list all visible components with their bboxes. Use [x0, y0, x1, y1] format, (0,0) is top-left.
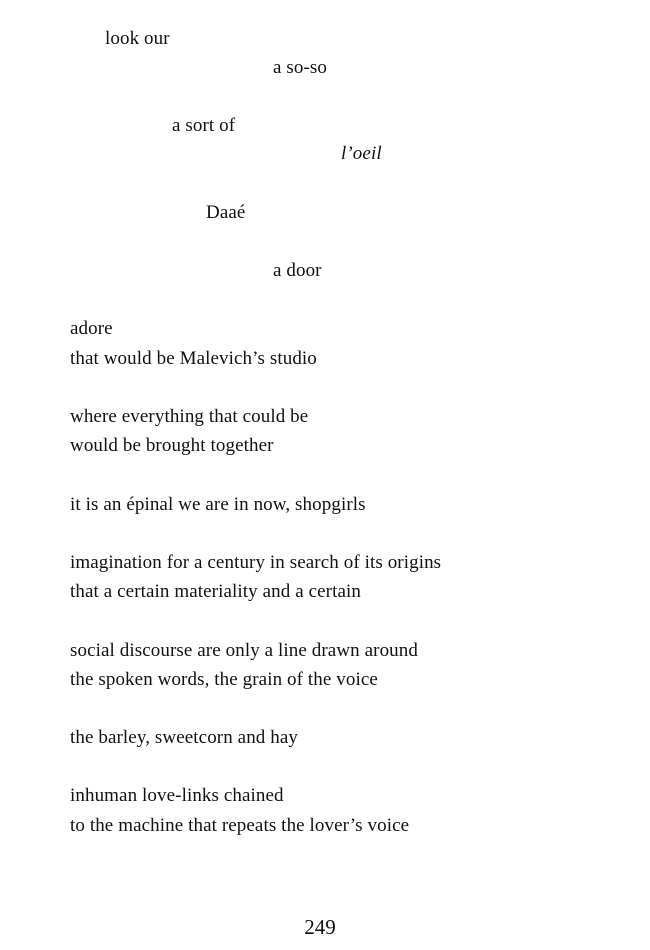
- poem-line: where everything that could be: [70, 406, 309, 427]
- poem-line: the spoken words, the grain of the voice: [70, 669, 378, 690]
- poem-fragment-italic: l’oeil: [341, 143, 382, 164]
- poem-fragment: a sort of: [172, 115, 236, 136]
- poem-fragment: Daaé: [206, 202, 246, 223]
- poem-line: to the machine that repeats the lover’s voice: [70, 815, 410, 836]
- poem-line: that would be Malevich’s studio: [70, 348, 317, 369]
- poem-line: imagination for a century in search of its origins: [70, 552, 442, 573]
- poem-line: social discourse are only a line drawn around: [70, 640, 418, 661]
- poem-fragment: a door: [273, 260, 322, 281]
- poem-line: adore: [70, 318, 113, 339]
- page-number: 249: [304, 915, 336, 939]
- poem-line: that a certain materiality and a certain: [70, 581, 361, 602]
- poem-fragment: look our: [105, 28, 170, 49]
- poem-line: inhuman love-links chained: [70, 785, 284, 806]
- poem-fragment: a so-so: [273, 57, 327, 78]
- poem-line: the barley, sweetcorn and hay: [70, 727, 298, 748]
- poem-line: would be brought together: [70, 435, 274, 456]
- poem-line: it is an épinal we are in now, shopgirls: [70, 494, 366, 515]
